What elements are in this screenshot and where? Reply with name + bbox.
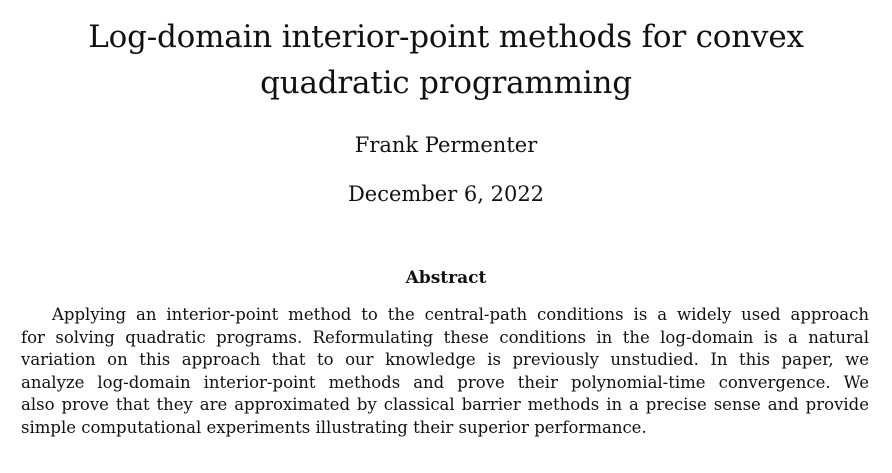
abstract-line: analyze log-domain interior-point methods and prove their polynomial-time convergence. We xyxy=(21,372,869,392)
paper-date: December 6, 2022 xyxy=(347,182,545,206)
abstract-body xyxy=(21,304,869,439)
abstract-heading: Abstract xyxy=(405,268,487,288)
abstract-line: simple computational experiments illustrating their superior performance. xyxy=(21,417,647,437)
abstract-line: variation on this approach that to our knowledge is previously unstudied. In this paper, we xyxy=(21,350,869,369)
paper-title: Log-domain interior-point methods for convex quadratic programming xyxy=(88,19,804,101)
abstract-line: also prove that they are approximated by classical barrier methods in a precise sense and provide xyxy=(21,395,869,414)
abstract-line: for solving quadratic programs. Reformulating these conditions in the log-domain is a natural xyxy=(21,327,869,347)
abstract-line: Applying an interior-point method to the central-path conditions is a widely used approach xyxy=(52,305,869,324)
paper-author: Frank Permenter xyxy=(354,133,538,157)
